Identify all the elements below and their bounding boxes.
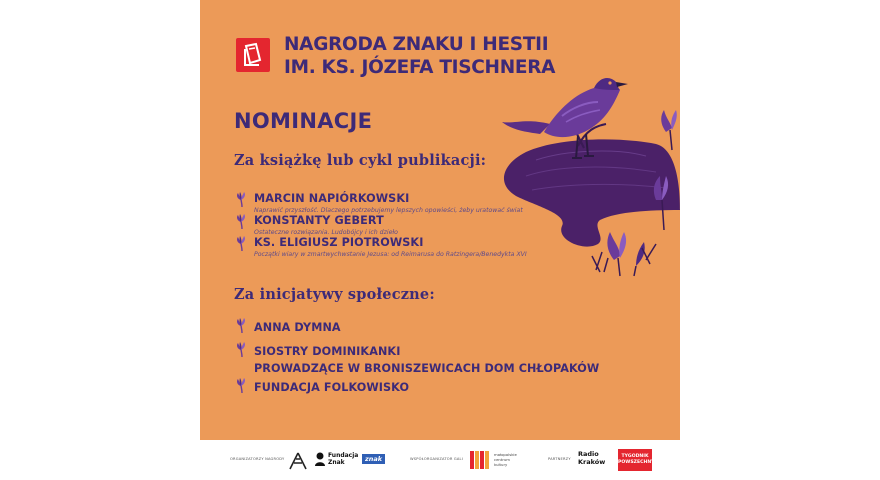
section-books-heading: Za książkę lub cykl publikacji: <box>234 152 487 169</box>
nominee-work: Ostateczne rozwiązania. Ludobójcy i ich dzieło <box>254 229 398 236</box>
fundacja-znak-person-icon <box>314 452 326 466</box>
initiative-line-1: SIOSTRY DOMINIKANKI <box>254 345 401 358</box>
initiative-line-1: ANNA DYMNA <box>254 321 341 334</box>
fundacja-znak-text: Fundacja Znak <box>328 452 359 466</box>
znak-badge: znak <box>362 454 385 464</box>
initiative-name <box>254 319 341 336</box>
initiative-line-2: PROWADZĄCE W BRONISZEWICACH DOM CHŁOPAKÓW <box>254 362 600 375</box>
crocus-icon <box>234 192 250 208</box>
bird-pond-illustration <box>496 60 680 280</box>
title-line-1: NAGRODA ZNAKU I HESTII <box>284 34 549 55</box>
initiative-line-1: FUNDACJA FOLKOWISKO <box>254 381 410 394</box>
nominee-work: Naprawić przyszłość. Dlaczego potrzebujemy lepszych opowieści, żeby uratować świat <box>254 207 523 214</box>
nominee-name: KONSTANTY GEBERT <box>254 214 384 227</box>
nominee-name: MARCIN NAPIÓRKOWSKI <box>254 192 410 205</box>
radio-krakow-logo: Radio Kraków <box>578 450 606 466</box>
tygodnik-powszechny-logo: TYGODNIK POWSZECHNY <box>618 449 652 471</box>
nominee-work: Początki wiary w zmartwychwstanie Jezusa: od Reimarusa do Ratzingera/Benedykta XVI <box>254 251 527 258</box>
title-line-2: IM. KS. JÓZEFA TISCHNERA <box>284 57 556 78</box>
nominations-heading: NOMINACJE <box>234 109 373 133</box>
hestia-logo-icon <box>288 451 308 471</box>
nominee-name: KS. ELIGIUSZ PIOTROWSKI <box>254 236 424 249</box>
partners-label: PARTNERZY <box>548 457 571 461</box>
footer-logos <box>200 440 680 480</box>
crocus-icon <box>234 214 250 230</box>
crocus-icon <box>234 236 250 252</box>
organizers-label: ORGANIZATORZY NAGRODY <box>230 457 285 461</box>
mck-logo-icon <box>470 451 492 469</box>
coorganizer-label: WSPÓŁORGANIZATOR GALI <box>410 457 463 461</box>
book-logo-icon <box>236 38 270 72</box>
crocus-icon <box>234 342 250 358</box>
crocus-icon <box>234 318 250 334</box>
initiative-name <box>254 343 599 377</box>
initiative-name <box>254 379 409 396</box>
poster <box>200 0 680 440</box>
mck-text: małopolskie centrum kultury <box>494 452 517 467</box>
section-social-heading: Za inicjatywy społeczne: <box>234 286 435 303</box>
crocus-icon <box>234 378 250 394</box>
